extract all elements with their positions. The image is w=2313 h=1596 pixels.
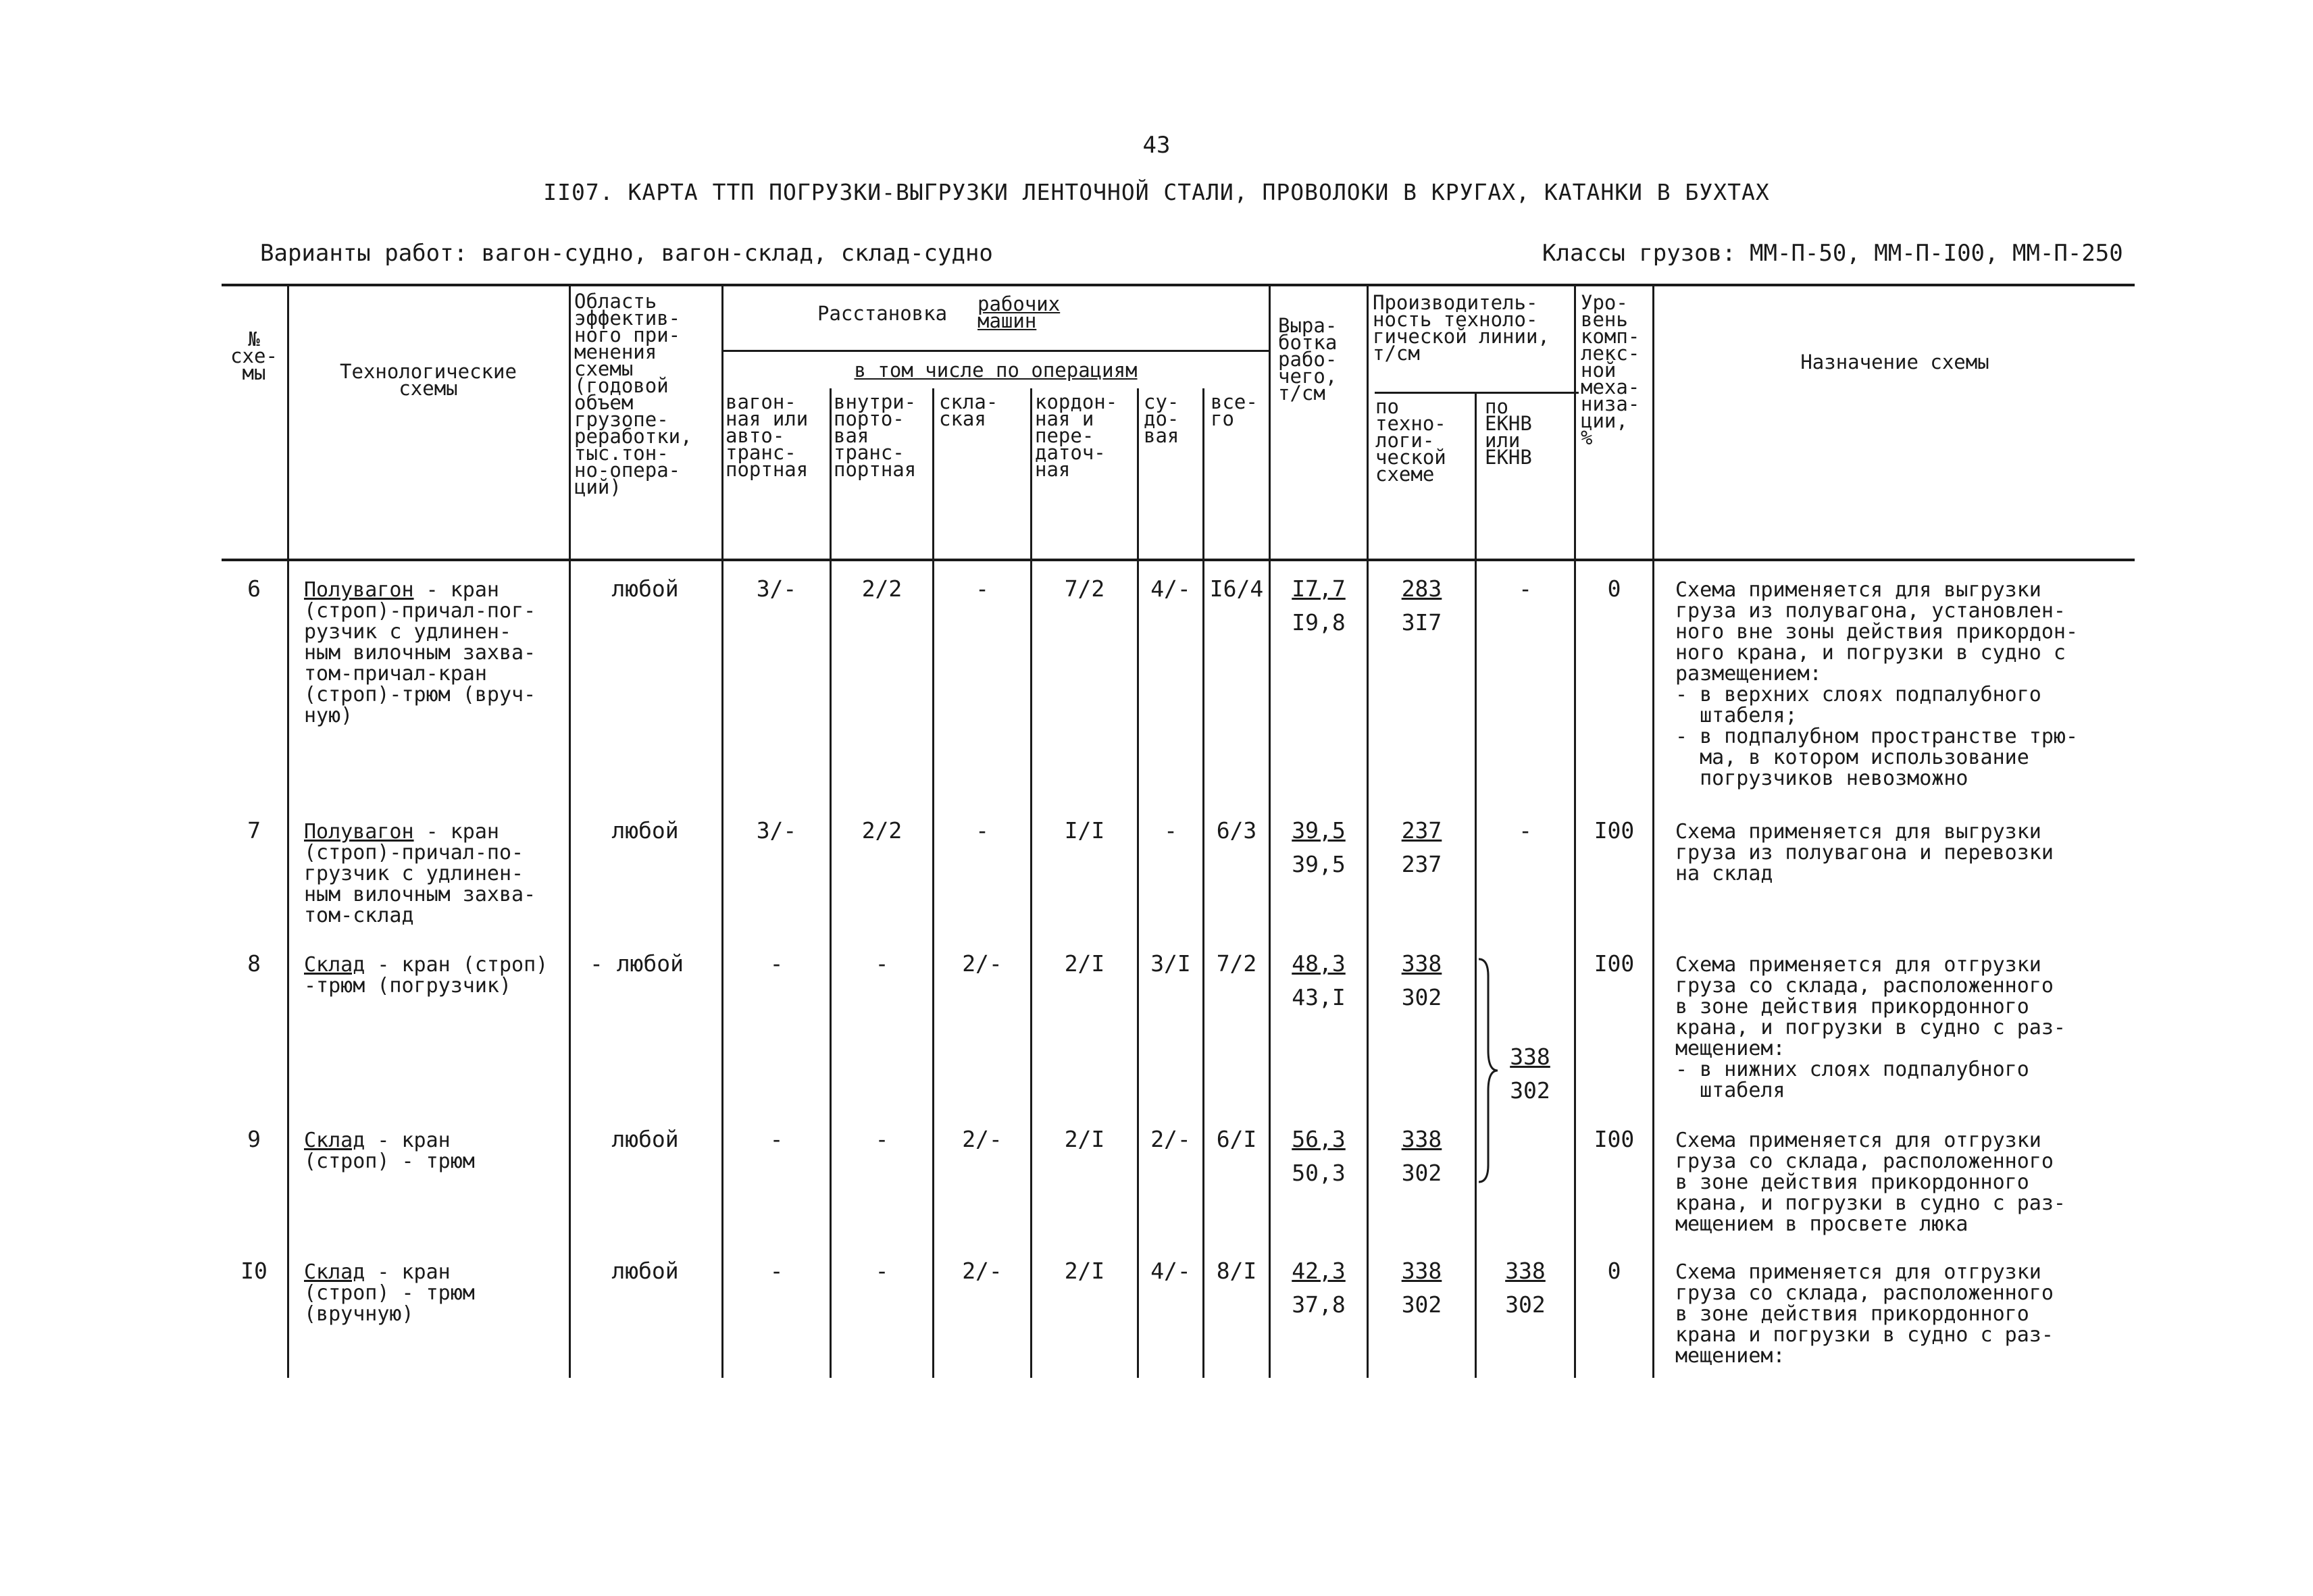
op-warehouse: 2/-: [962, 1126, 1002, 1152]
op-warehouse: -: [975, 817, 989, 844]
worker-output: $\frac{42,3}{37,8}$: [1292, 1258, 1346, 1318]
op-wagon: -: [769, 950, 784, 977]
op-ship: 4/-: [1150, 575, 1191, 602]
application-area: любой: [611, 1258, 679, 1284]
header-placement-label: Расстановка: [817, 302, 948, 325]
productivity-scheme: $\frac{283}{3I7}$: [1401, 575, 1442, 636]
op-total: I6/4: [1209, 575, 1264, 602]
op-ship: 4/-: [1150, 1258, 1191, 1284]
mechanization-level: I00: [1594, 950, 1635, 977]
op-wagon: 3/-: [756, 817, 797, 844]
grouping-brace-icon: [1475, 956, 1502, 1185]
productivity-scheme: $\frac{338}{302}$: [1401, 1126, 1442, 1186]
op-internal: -: [875, 950, 889, 977]
scheme-number: 9: [247, 1126, 261, 1152]
application-area: любой: [611, 575, 679, 602]
scheme-description: Полувагон - кран (строп)-причал-пог- рузчик с удлинен- ным вилочным захва- том-причал-кран (строп)-трюм (вруч- ную): [304, 578, 536, 727]
op-internal: 2/2: [861, 575, 903, 602]
header-technological-schemes: Технологические схемы: [340, 360, 517, 400]
header-scheme-number: № схе- мы: [230, 328, 278, 384]
op-wagon: 3/-: [756, 575, 797, 602]
worker-output: $\frac{39,5}{39,5}$: [1292, 817, 1346, 877]
scheme-purpose: Схема применяется для выгрузки груза из полувагона, установлен- ного вне зоны действия прикордон- ного крана, и погрузки в судно с размещением: - в верхних слоях подпалубного штабеля; - в подпалубном пространстве трю- ма, в котором использование погрузчиков невозможно: [1675, 578, 2079, 790]
application-area: любой: [611, 817, 679, 844]
op-cordon: 2/I: [1064, 950, 1105, 977]
op-ship: 3/I: [1150, 950, 1191, 977]
scheme-purpose: Схема применяется для отгрузки груза со склада, расположенного в зоне действия прикордонного крана и погрузки в судно с раз- мещением:: [1675, 1260, 2054, 1368]
header-prod-by-ekhv: по ЕКНВ или ЕКНВ: [1485, 395, 1532, 469]
scheme-number: 6: [247, 575, 261, 602]
scheme-description: Склад - кран (строп) - трюм (вручную): [304, 1260, 475, 1326]
header-op-cordon: кордон- ная и пере- даточ- ная: [1035, 390, 1118, 481]
header-worker-output: Выра- ботка рабо- чего, т/см: [1278, 314, 1338, 405]
productivity-scheme: $\frac{338}{302}$: [1401, 950, 1442, 1010]
worker-output: $\frac{I7,7}{I9,8}$: [1292, 575, 1346, 636]
header-placement-machines: рабочих машин: [977, 292, 1061, 332]
productivity-scheme: $\frac{237}{237}$: [1401, 817, 1442, 877]
op-total: 8/I: [1216, 1258, 1257, 1284]
header-application-area: Область эффектив- ного при- менения схемы (годовой объем грузопе- реработки, тыс.тон- но-опера- ций): [574, 290, 692, 498]
op-ship: 2/-: [1150, 1126, 1191, 1152]
scheme-purpose: Схема применяется для отгрузки груза со склада, расположенного в зоне действия прикордонного крана, и погрузки в судно с раз- мещением: - в нижних слоях подпалубного штабеля: [1675, 953, 2066, 1102]
worker-output: $\frac{56,3}{50,3}$: [1292, 1126, 1346, 1186]
work-variants: Варианты работ: вагон-судно, вагон-склад, склад-судно: [260, 240, 993, 267]
scheme-description: Склад - кран (строп) -трюм (погрузчик): [304, 953, 549, 998]
op-wagon: -: [769, 1258, 784, 1284]
header-by-operations: в том числе по операциям: [854, 359, 1138, 382]
worker-output: $\frac{48,3}{43,I}$: [1292, 950, 1346, 1010]
op-warehouse: 2/-: [962, 950, 1002, 977]
op-cordon: 2/I: [1064, 1258, 1105, 1284]
op-warehouse: 2/-: [962, 1258, 1002, 1284]
mechanization-level: I00: [1594, 817, 1635, 844]
page-number: 43: [1142, 132, 1171, 159]
application-area: - любой: [589, 950, 684, 977]
op-wagon: -: [769, 1126, 784, 1152]
page-title: II07. КАРТА ТТП ПОГРУЗКИ-ВЫГРУЗКИ ЛЕНТОЧНОЙ СТАЛИ, ПРОВОЛОКИ В КРУГАХ, КАТАНКИ В БУХТАХ: [543, 179, 1770, 205]
op-cordon: 7/2: [1064, 575, 1105, 602]
productivity-scheme: $\frac{338}{302}$: [1401, 1258, 1442, 1318]
op-cordon: 2/I: [1064, 1126, 1105, 1152]
header-op-warehouse: скла- ская: [939, 390, 998, 430]
mechanization-level: I00: [1594, 1126, 1635, 1152]
mechanization-level: 0: [1607, 575, 1621, 602]
header-op-internal: внутри- порто- вая транс- портная: [834, 390, 917, 481]
op-total: 6/I: [1216, 1126, 1257, 1152]
header-op-total: все- го: [1211, 390, 1258, 430]
productivity-ekhv: $\frac{338}{302}$: [1505, 1258, 1546, 1318]
op-total: 6/3: [1216, 817, 1257, 844]
scheme-description: Склад - кран (строп) - трюм: [304, 1129, 475, 1173]
op-internal: -: [875, 1258, 889, 1284]
application-area: любой: [611, 1126, 679, 1152]
header-op-wagon: вагон- ная или авто- транс- портная: [726, 390, 809, 481]
scheme-number: I0: [240, 1258, 268, 1284]
scheme-purpose: Схема применяется для выгрузки груза из полувагона и перевозки на склад: [1675, 820, 2054, 885]
op-ship: -: [1164, 817, 1177, 844]
header-op-ship: су- до- вая: [1144, 390, 1179, 447]
header-productivity: Производитель- ность техноло- гической линии, т/см: [1373, 291, 1550, 365]
productivity-ekhv: -: [1519, 575, 1532, 602]
productivity-ekhv: $\frac{338}{302}$: [1510, 1044, 1550, 1104]
productivity-ekhv: -: [1519, 817, 1532, 844]
op-internal: -: [875, 1126, 889, 1152]
scheme-number: 8: [247, 950, 261, 977]
scheme-purpose: Схема применяется для отгрузки груза со склада, расположенного в зоне действия прикордонного крана, и погрузки в судно с раз- мещением в просвете люка: [1675, 1129, 2066, 1236]
op-internal: 2/2: [861, 817, 903, 844]
op-total: 7/2: [1216, 950, 1257, 977]
scheme-description: Полувагон - кран (строп)-причал-по- грузчик с удлинен- ным вилочным захва- том-склад: [304, 820, 536, 927]
header-prod-by-scheme: по техно- логи- ческой схеме: [1375, 395, 1446, 486]
cargo-classes: Классы грузов: ММ-П-50, ММ-П-I00, ММ-П-250: [1542, 240, 2123, 267]
op-cordon: I/I: [1064, 817, 1105, 844]
header-scheme-purpose: Назначение схемы: [1800, 351, 1989, 374]
mechanization-level: 0: [1607, 1258, 1621, 1284]
header-mechanization-level: Уро- вень комп- лекс- ной меха- низа- ции, %: [1581, 291, 1640, 449]
scheme-number: 7: [247, 817, 261, 844]
op-warehouse: -: [975, 575, 989, 602]
